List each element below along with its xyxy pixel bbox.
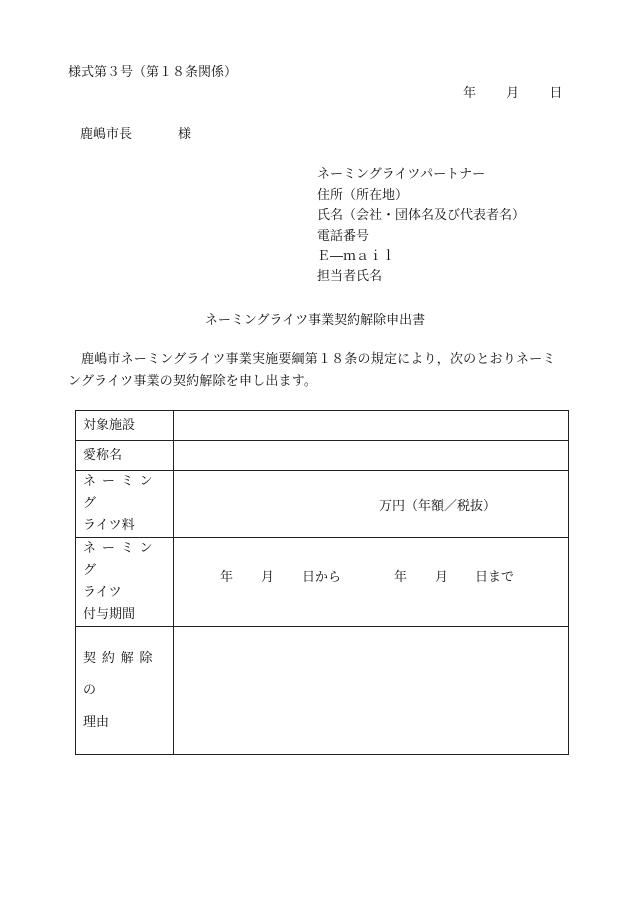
period-label-line-3: 付与期間	[83, 607, 136, 622]
reason-label-line-2: 理由	[83, 714, 110, 730]
table-row-period	[76, 538, 569, 627]
period-to-year: 年	[394, 570, 408, 585]
table-row-nickname	[76, 441, 569, 471]
reason-value-cell[interactable]	[174, 627, 569, 755]
date-year-label: 年	[463, 86, 477, 101]
applicant-email-label: Ｅ―ｍａｉｌ	[317, 249, 396, 264]
body-text: 鹿嶋市ネーミングライツ事業実施要綱第１８条の規定により，次のとおりネーミングライツ事業の契約解除を申し出ます。	[68, 352, 556, 389]
document-title: ネーミングライツ事業契約解除申出書	[204, 313, 426, 328]
date-line	[463, 87, 562, 100]
period-from-year: 年	[220, 570, 234, 585]
applicant-address-label: 住所（所在地）	[317, 188, 409, 203]
fee-label	[76, 471, 174, 538]
table-row-fee	[76, 471, 569, 538]
applicant-name-label: 氏名（会社・団体名及び代表者名）	[317, 208, 526, 223]
table-row-reason	[76, 627, 569, 755]
reason-label	[76, 627, 174, 755]
facility-value-cell[interactable]	[174, 411, 569, 441]
period-label-line-2: ライツ	[83, 585, 122, 600]
applicant-phone-label: 電話番号	[317, 229, 370, 244]
table-row-facility	[76, 411, 569, 441]
nickname-value-cell[interactable]	[174, 441, 569, 471]
application-table	[75, 410, 569, 755]
addressee	[80, 128, 191, 141]
reason-label-line-1: 契約解除の	[83, 650, 159, 698]
facility-label: 対象施設	[76, 411, 174, 441]
date-month-label: 月	[506, 86, 520, 101]
period-label	[76, 538, 174, 627]
period-to-day: 日まで	[475, 570, 515, 585]
period-value-cell[interactable]	[174, 538, 569, 627]
addressee-name: 鹿嶋市長	[80, 127, 133, 142]
date-day-label: 日	[549, 86, 563, 101]
form-number: 様式第３号（第１８条関係）	[68, 65, 238, 80]
applicant-role: ネーミングライツパートナー	[317, 167, 486, 182]
period-from-day: 日から	[302, 570, 342, 585]
period-label-line-1: ネーミング	[83, 541, 159, 578]
nickname-label: 愛称名	[76, 441, 174, 471]
fee-label-line-2: ライツ料	[83, 518, 135, 533]
addressee-honorific: 様	[178, 127, 192, 142]
fee-value-cell[interactable]	[174, 471, 569, 538]
fee-label-line-1: ネーミング	[83, 474, 159, 511]
fee-unit-text: 万円（年額／税抜）	[379, 498, 497, 514]
period-to-month: 月	[435, 570, 449, 585]
applicant-contact-label: 担当者氏名	[317, 269, 383, 284]
period-from-month: 月	[261, 570, 275, 585]
